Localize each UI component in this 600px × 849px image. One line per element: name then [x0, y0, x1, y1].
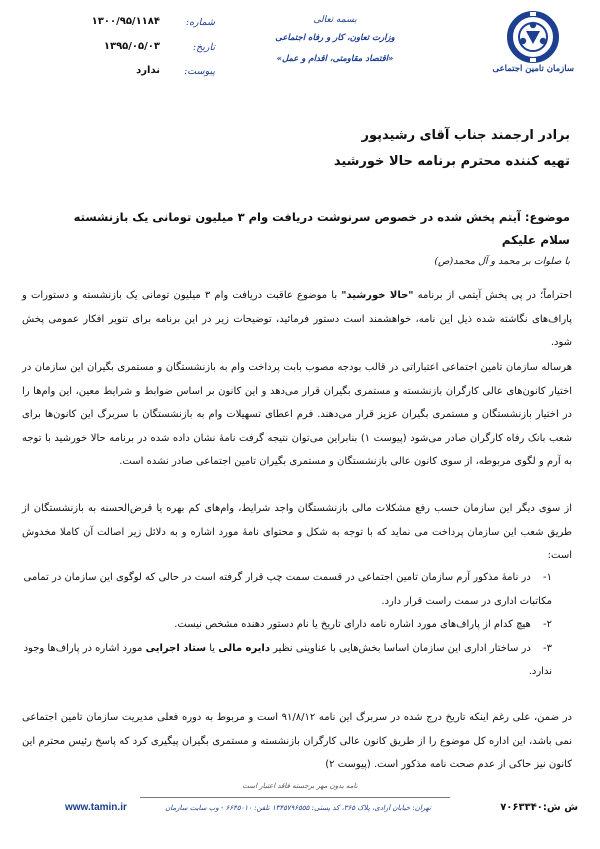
footer-divider [140, 797, 450, 798]
list-number: ۲- [543, 619, 552, 630]
salutation: سلام علیکم [501, 233, 570, 247]
list-text: هیچ کدام از پاراف‌های مورد اشاره نامه دارای تاریخ یا نام دستور دهنده مشخص نیست. [174, 619, 531, 630]
list-item [22, 613, 572, 637]
document-id: ش ش:۷۰۶۳۳۴۰ [500, 802, 578, 813]
stamp-note: نامه بدون مهر برجسته فاقد اعتبار است [242, 782, 358, 790]
letterhead-center [265, 14, 405, 69]
paragraph-closing: در ضمن، علی رغم اینکه تاریخ درج شده در سربرگ این نامه ۹۱/۸/۱۲ است و مربوط به دوره فعلی مدیریت سازمان تامین اجتماعی نمی باشد، این اداره کل موضوع را از طریق کانون عالی کارگران بازنشسته و مستمری بگیران پیگیری کرد که پاسخ رئیس محترم این کانون نیز حاکی از عدم صحت نامه مذکور است. (پیوست ۲) [22, 712, 573, 770]
list-item [22, 637, 572, 684]
reasons-list [22, 566, 572, 684]
date-value: ۱۳۹۵/۰۵/۰۳ [103, 41, 160, 52]
list-text-c: مورد اشاره در پاراف‌ها وجود ندارد. [23, 642, 552, 677]
attachment-label: پیوست: [184, 66, 215, 77]
basmala: بسمه تعالی [313, 15, 357, 25]
list-text-a: در ساختار اداری این سازمان اساسا بخش‌هایی با عناوینی نظیر [269, 642, 531, 654]
number-value: ۱۳۰۰/۹۵/۱۱۸۴ [91, 16, 160, 27]
salawat-line: با صلوات بر محمد و آل محمد(ص) [434, 256, 570, 267]
recipient-role: تهیه کننده محترم برنامه حالا خورشید [333, 154, 570, 169]
ministry-name: وزارت تعاون، کار و رفاه اجتماعی [275, 33, 395, 43]
slogan: «اقتصاد مقاومتی، اقدام و عمل» [276, 54, 394, 64]
subject-line: موضوع: آیتم پخش شده در خصوص سرنوشت دریافت وام ۳ میلیون تومانی یک بازنشسته [73, 210, 570, 224]
program-name: "حالا خورشید" [341, 290, 414, 301]
attachment-value: ندارد [136, 65, 160, 76]
intro-text-a: احتراماً؛ در پی پخش آیتمی از برنامه [413, 290, 572, 301]
list-number: ۱- [543, 572, 552, 583]
list-number: ۳- [543, 642, 552, 654]
recipient-name: برادر ارجمند جناب آقای رشیدپور [361, 128, 570, 143]
list-bold-b: ستاد اجرایی [145, 642, 207, 654]
number-label: شماره: [185, 17, 215, 28]
paragraph-validity: از سوی دیگر این سازمان حسب رفع مشکلات مالی بازنشستگان واجد شرایط، وام‌های کم بهره یا قرض‌الحسنه به بازنشستگان از طریق شعب این سازمان پرداخت می نماید که با توجه به شکل و محتوای نامهٔ مورد اشاره و به دلائل زیر اصالت آن کاملا مخدوش است: [22, 503, 572, 561]
list-bold-a: دایره مالی [218, 642, 270, 654]
footer-address: تهران: خیابان آزادی، پلاک ۳۶۵، کد پستی: ۱۳۴۵۷۹۶۵۵۵ تلفن: ۶۶۴۵۰۱۰ - وب سایت سازمان [165, 804, 431, 812]
list-text: در نامهٔ مذکور آرم سازمان تامین اجتماعی در قسمت سمت چپ قرار گرفته است در حالی که لوگوی این سازمان در تمامی مکاتبات اداری در سمت راست قرار دارد. [23, 572, 552, 607]
list-text-b: یا [206, 642, 219, 654]
tamin-logo-icon [504, 11, 562, 63]
paragraph-intro [22, 284, 572, 355]
website-link[interactable]: www.tamin.ir [65, 802, 127, 813]
date-label: تاریخ: [192, 42, 215, 53]
intro-text-b: با موضوع عاقبت دریافت وام ۳ میلیون تومانی یک بازنشسته و دستورات و پاراف‌های نگاشته شده ذیل این نامه، خواهشمند است دستور فرمائید، توضیحات زیر در این برنامه برای تنویر افکار عمومی پخش شود. [22, 290, 572, 348]
paragraph-loans: هرساله سازمان تامین اجتماعی اعتباراتی در قالب بودجه مصوب بابت پرداخت وام به بازنشستگان و مستمری بگیران این سازمان در اختیار کانون‌های عالی کارگران بازنشسته و مستمری بگیران قرار می‌دهد و این کانون بر اساس ضوابط و شرایط معین، این وام‌ها را در اختیار بازنشستگان و مستمری بگیران عزیز قرار می‌دهند. فرم اعطای تسهیلات وام به بازنشستگان با سربرگ این کانون‌ها برای شعب بانک رفاه کارگران صادر می‌شود (پیوست ۱) بنابراین می‌توان نتیجه گرفت نامهٔ نشان داده شده در برنامه حالا خورشید با توجه به آرم و لگوی مربوطه، از سوی کانون عالی بازنشستگان و مستمری بگیران تامین اجتماعی صادر نشده است. [22, 362, 572, 467]
list-item [22, 566, 572, 613]
org-name: سازمان تامین اجتماعی [492, 64, 574, 74]
